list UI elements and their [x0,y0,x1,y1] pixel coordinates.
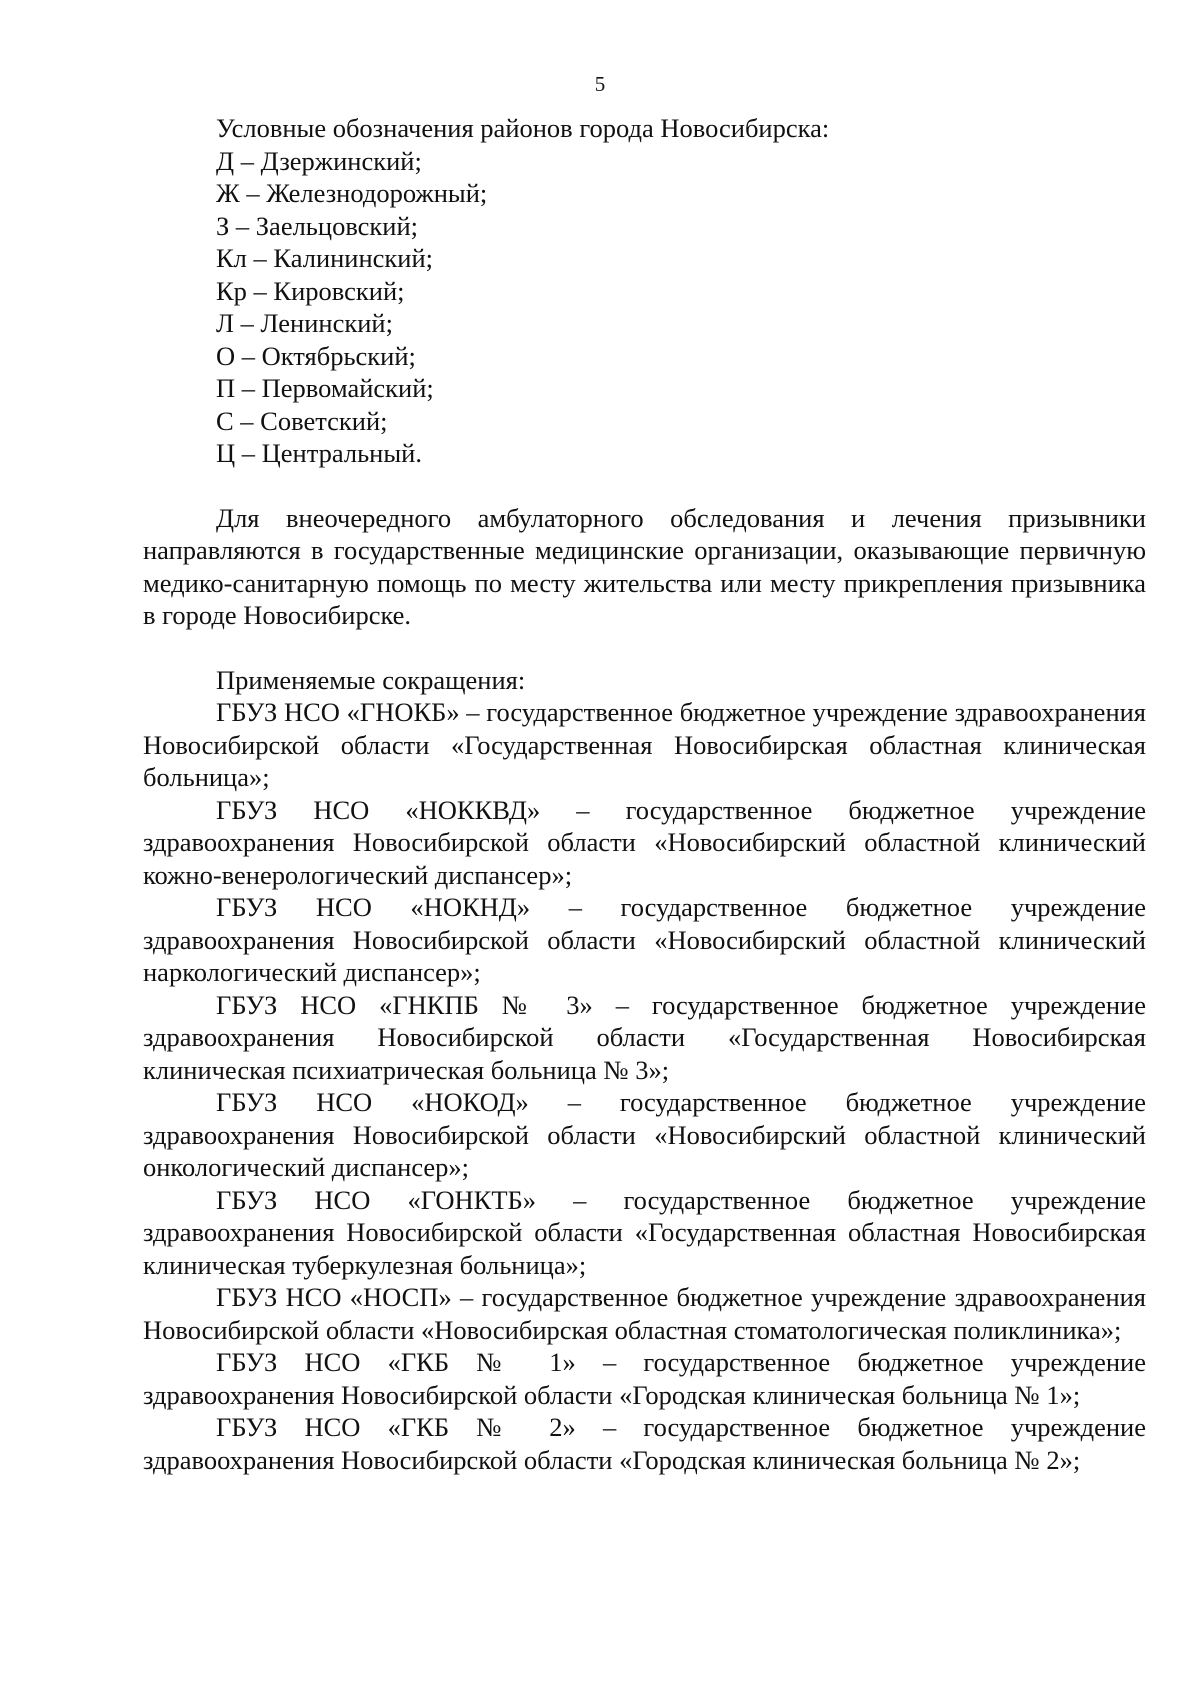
legend-item: Кр – Кировский; [216,275,405,306]
abbreviation-item: ГБУЗ НСО «НОКОД» – государственное бюджетное учреждение здравоохранения Новосибирской области «Новосибирский областной клинический онкологический диспансер»; [143,1087,1146,1182]
abbreviation-item: ГБУЗ НСО «НОКНД» – государственное бюджетное учреждение здравоохранения Новосибирской области «Новосибирский областной клинический наркологический диспансер»; [143,892,1146,987]
abbreviation-item: ГБУЗ НСО «НОСП» – государственное бюджетное учреждение здравоохранения Новосибирской области «Новосибирская областная стоматологическая поликлиника»; [143,1282,1146,1345]
legend-item: Д – Дзержинский; [216,145,422,176]
legend-item: Ж – Железнодорожный; [216,178,488,208]
legend-item: Кл – Калининский; [216,243,434,273]
referral-paragraph: Для внеочередного амбулаторного обследования и лечения призывники направляются в государственные медицинские организации, оказывающие первичную медико-санитарную помощь по месту жительства или месту прикрепления призывника в городе Новосибирске. [143,502,1146,630]
page-number: 5 [594,72,606,96]
legend-item: З – Заельцовский; [216,210,419,241]
abbreviation-item: ГБУЗ НСО «ГКБ № 2» – государственное бюджетное учреждение здравоохранения Новосибирской области «Городская клиническая больница № 2»; [143,1412,1146,1475]
abbreviation-item: ГБУЗ НСО «ГКБ № 1» – государственное бюджетное учреждение здравоохранения Новосибирской области «Городская клиническая больница № 1»; [143,1347,1146,1410]
abbreviations-section [143,664,1146,1477]
legend-item: Л – Ленинский; [216,308,393,338]
legend-item: П – Первомайский; [216,373,434,403]
page-content [143,112,1146,1476]
abbreviation-item: ГБУЗ НСО «ГОНКТБ» – государственное бюджетное учреждение здравоохранения Новосибирской области «Государственная областная Новосибирская клиническая туберкулезная больница»; [143,1184,1146,1280]
legend-item: Ц – Центральный. [216,438,422,468]
legend-title: Условные обозначения районов города Новосибирска: [216,113,830,143]
abbreviations-title: Применяемые сокращения: [216,664,526,695]
abbreviation-item: ГБУЗ НСО «ГНКПБ № 3» – государственное бюджетное учреждение здравоохранения Новосибирской области «Государственная Новосибирская клиническая психиатрическая больница № 3»; [143,989,1146,1085]
district-legend [143,112,1146,470]
abbreviation-item: ГБУЗ НСО «ГНОКБ» – государственное бюджетное учреждение здравоохранения Новосибирской области «Государственная Новосибирская областная клиническая больница»; [143,697,1146,792]
abbreviation-item: ГБУЗ НСО «НОККВД» – государственное бюджетное учреждение здравоохранения Новосибирской области «Новосибирский областной клинический кожно-венерологический диспансер»; [143,794,1146,890]
legend-item: С – Советский; [216,405,388,436]
legend-item: О – Октябрьский; [216,340,416,371]
